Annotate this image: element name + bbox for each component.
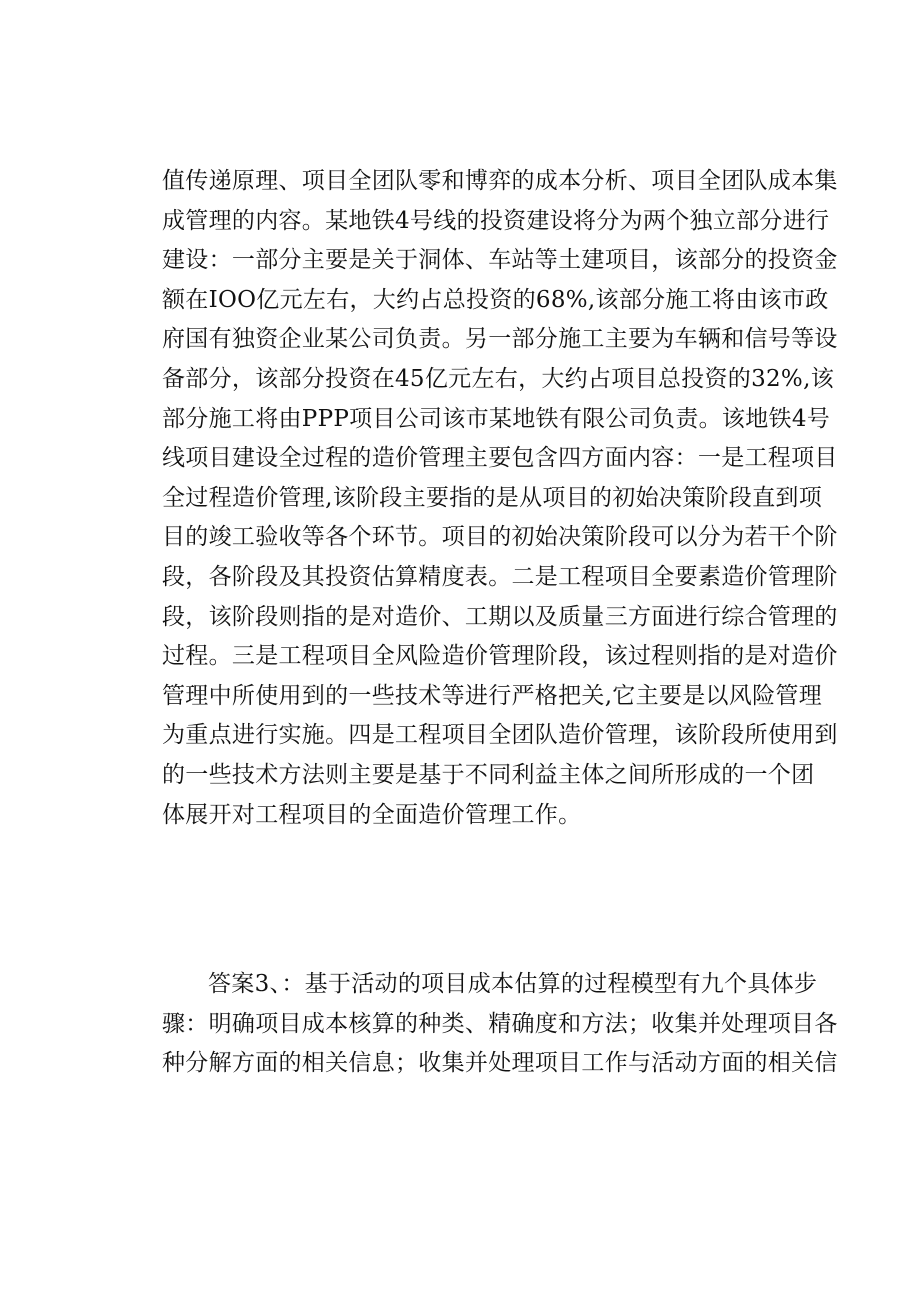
paragraph-line: 成管理的内容。某地铁4号线的投资建设将分为两个独立部分进行	[162, 207, 830, 234]
paragraph-line: 部分施工将由PPP项目公司该市某地铁有限公司负责。该地铁4号	[162, 405, 831, 432]
paragraph-line: 额在IOO亿元左右，大约占总投资的68%,该部分施工将由该市政	[162, 286, 829, 313]
paragraph-line: 备部分，该部分投资在45亿元左右，大约占项目总投资的32%,该	[162, 365, 834, 392]
paragraph-answer-3	[162, 965, 838, 1084]
paragraph-line: 府国有独资企业某公司负责。另一部分施工主要为车辆和信号等设	[162, 326, 838, 353]
paragraph-line: 建设：一部分主要是关于洞体、车站等土建项目，该部分的投资金	[162, 247, 838, 274]
paragraph-cost-management	[162, 162, 838, 835]
paragraph-line: 的一些技术方法则主要是基于不同利益主体之间所形成的一个团	[162, 761, 815, 788]
paragraph-line: 过程。三是工程项目全风险造价管理阶段，该过程则指的是对造价	[162, 643, 838, 670]
paragraph-line: 目的竣工验收等各个环节。项目的初始决策阶段可以分为若干个阶	[162, 524, 838, 551]
paragraph-line: 体展开对工程项目的全面造价管理工作。	[162, 801, 582, 828]
paragraph-line: 种分解方面的相关信息；收集并处理项目工作与活动方面的相关信	[162, 1050, 838, 1077]
paragraph-line: 为重点进行实施。四是工程项目全团队造价管理，该阶段所使用到	[162, 722, 838, 749]
paragraph-line: 管理中所使用到的一些技术等进行严格把关,它主要是以风险管理	[162, 682, 823, 709]
paragraph-line: 全过程造价管理,该阶段主要指的是从项目的初始决策阶段直到项	[162, 484, 823, 511]
paragraph-line: 骤：明确项目成本核算的种类、精确度和方法；收集并处理项目各	[162, 1010, 838, 1037]
paragraph-line: 答案3、：基于活动的项目成本估算的过程模型有九个具体步	[208, 971, 818, 997]
paragraph-line: 段，各阶段及其投资估算精度表。二是工程项目全要素造价管理阶	[162, 563, 838, 590]
paragraph-line: 线项目建设全过程的造价管理主要包含四方面内容：一是工程项目	[162, 445, 838, 472]
paragraph-line: 段，该阶段则指的是对造价、工期以及质量三方面进行综合管理的	[162, 603, 838, 630]
paragraph-line: 值传递原理、项目全团队零和博弈的成本分析、项目全团队成本集	[162, 168, 838, 194]
